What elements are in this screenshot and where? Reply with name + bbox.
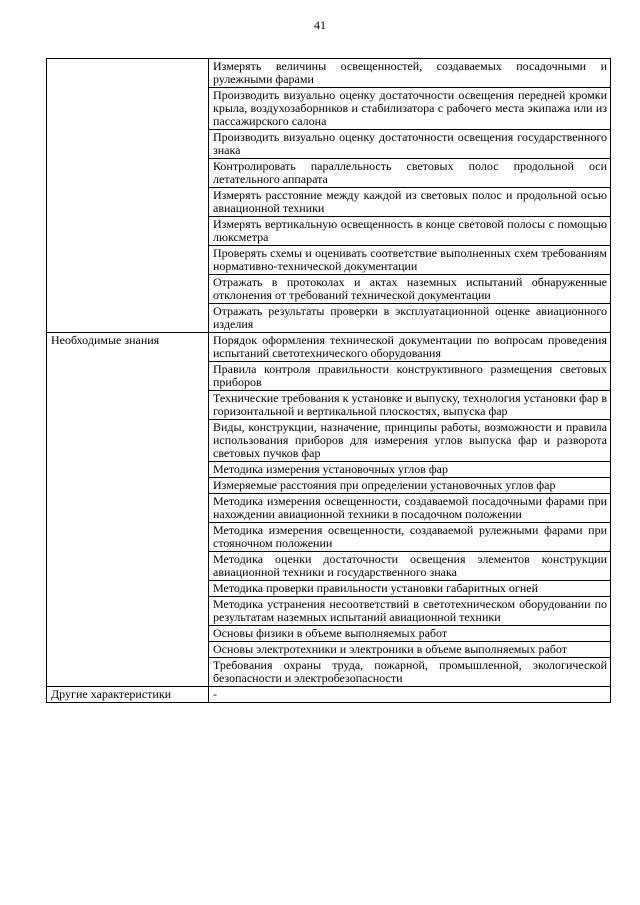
skill-item: Контролировать параллельность световых полос продольной оси летательного аппарата: [209, 159, 611, 188]
knowledge-item: Методика проверки правильности установки габаритных огней: [209, 581, 611, 597]
skill-item: Измерять величины освещенностей, создаваемых посадочными и рулежными фарами: [209, 59, 611, 88]
page-number: 41: [314, 18, 326, 32]
skill-item: Измерять вертикальную освещенность в конце световой полосы с помощью люксметра: [209, 217, 611, 246]
skills-label-cell: [47, 59, 209, 333]
skill-item: Отражать в протоколах и актах наземных испытаний обнаруженные отклонения от требований технической документации: [209, 275, 611, 304]
table-row: [47, 333, 611, 362]
knowledge-item: Технические требования к установке и выпуску, технология установки фар в горизонтальной и вертикальной плоскостях, выпуска фар: [209, 391, 611, 420]
skill-item: Производить визуально оценку достаточности освещения государственного знака: [209, 130, 611, 159]
knowledge-item: Требования охраны труда, пожарной, промышленной, экологической безопасности и электробезопасности: [209, 658, 611, 687]
other-characteristics-value: -: [209, 687, 611, 703]
other-characteristics-label: Другие характеристики: [47, 687, 209, 703]
skill-item: Измерять расстояние между каждой из световых полос и продольной осью авиационной техники: [209, 188, 611, 217]
competency-table: [46, 58, 611, 703]
knowledge-item: Основы физики в объеме выполняемых работ: [209, 626, 611, 642]
skill-item: Отражать результаты проверки в эксплуатационной оценке авиационного изделия: [209, 304, 611, 333]
knowledge-item: Основы электротехники и электроники в объеме выполняемых работ: [209, 642, 611, 658]
table-row: [47, 59, 611, 88]
skill-item: Производить визуально оценку достаточности освещения передней кромки крыла, воздухозаборников и стабилизатора с рабочего места экипажа или из пассажирского салона: [209, 88, 611, 130]
skill-item: Проверять схемы и оценивать соответствие выполненных схем требованиям нормативно-технической документации: [209, 246, 611, 275]
knowledge-item: Методика устранения несоответствий в светотехническом оборудовании по результатам наземных испытаний авиационной техники: [209, 597, 611, 626]
knowledge-item: Измеряемые расстояния при определении установочных углов фар: [209, 478, 611, 494]
knowledge-item: Методика оценки достаточности освещения элементов конструкции авиационной техники и государственного знака: [209, 552, 611, 581]
knowledge-item: Порядок оформления технической документации по вопросам проведения испытаний светотехнического оборудования: [209, 333, 611, 362]
knowledge-item: Правила контроля правильности конструктивного размещения световых приборов: [209, 362, 611, 391]
knowledge-item: Виды, конструкции, назначение, принципы работы, возможности и правила использования приборов для измерения углов выпуска фар и разворота световых пучков фар: [209, 420, 611, 462]
knowledge-label: Необходимые знания: [47, 333, 209, 687]
knowledge-item: Методика измерения освещенности, создаваемой посадочными фарами при нахождении авиационной техники в посадочном положении: [209, 494, 611, 523]
knowledge-item: Методика измерения установочных углов фар: [209, 462, 611, 478]
knowledge-item: Методика измерения освещенности, создаваемой рулежными фарами при стояночном положении: [209, 523, 611, 552]
table-row: [47, 687, 611, 703]
